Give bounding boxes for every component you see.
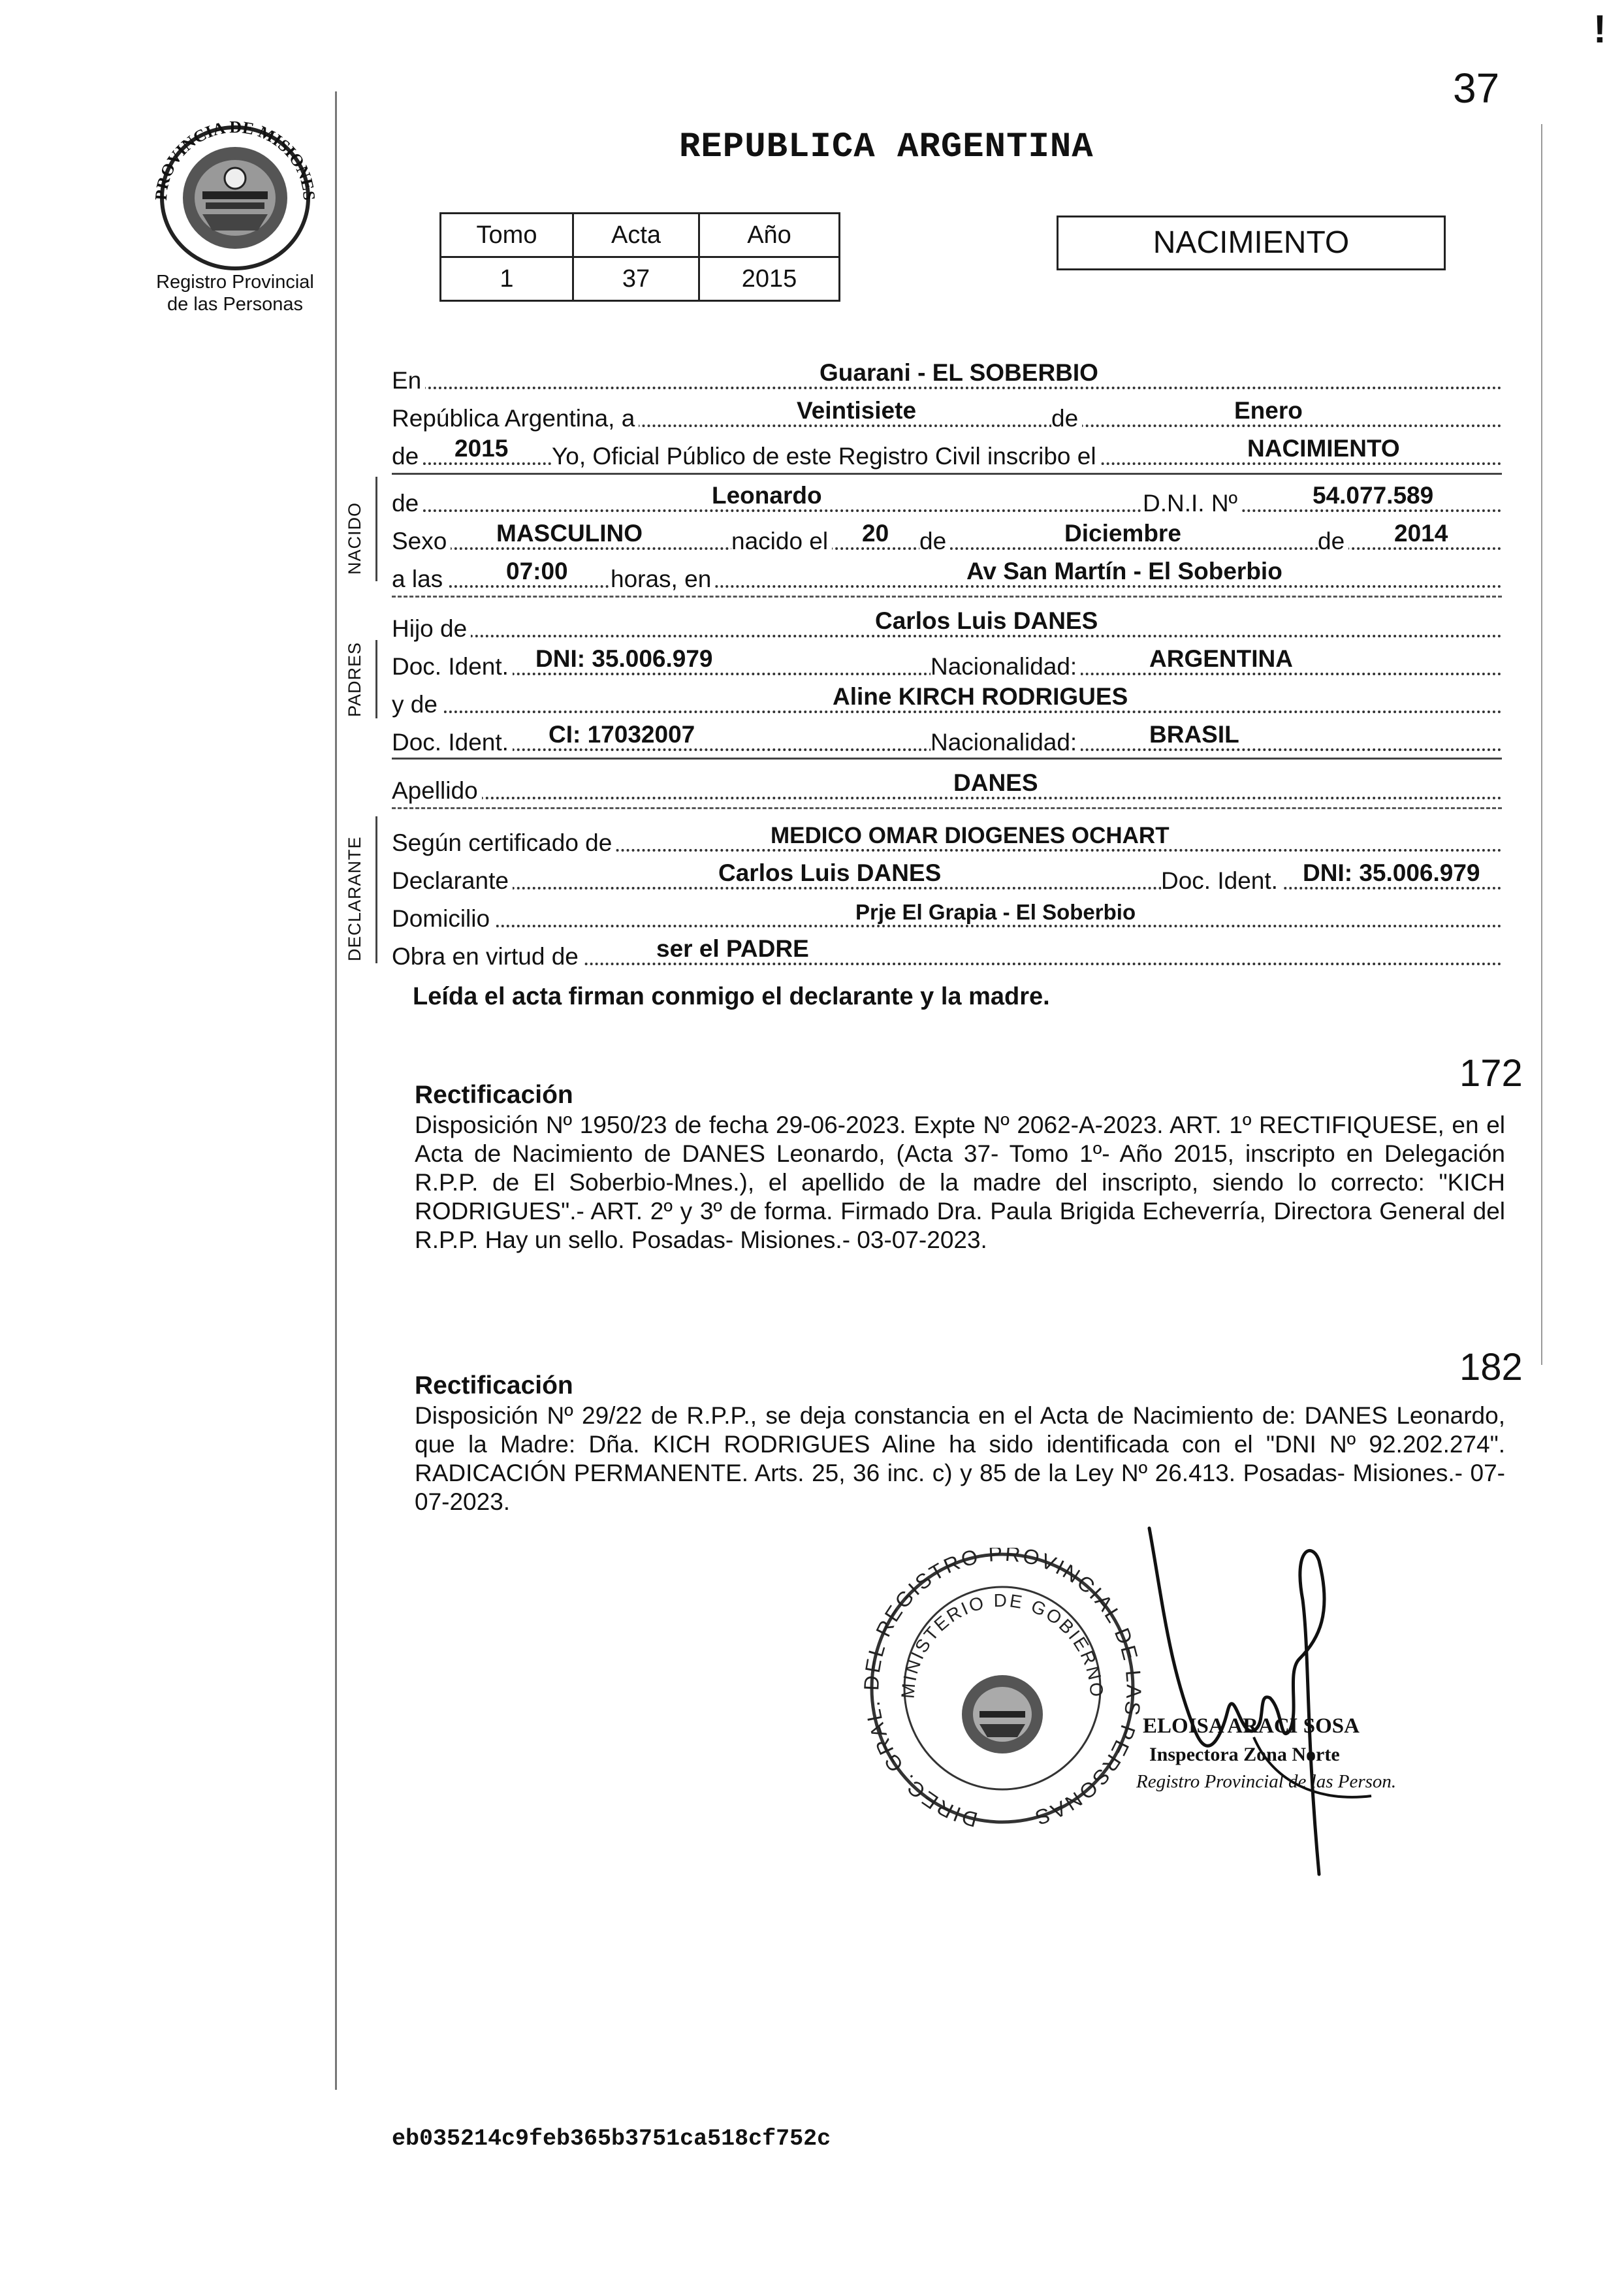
- document-title: REPUBLICA ARGENTINA: [679, 127, 1094, 167]
- value-lugar-registro: Guarani - EL SOBERBIO: [820, 359, 1098, 386]
- label-segun-certificado: Según certificado de: [392, 829, 616, 857]
- value-apellido: DANES: [953, 769, 1038, 796]
- label-horas-en: horas, en: [611, 566, 715, 593]
- rectificacion-1-text: Disposición Nº 1950/23 de fecha 29-06-2023. Expte Nº 2062-A-2023. ART. 1º RECTIFIQUESE, en el Acta de Nacimiento de DANES Leonardo, (Acta 37- Tomo 1º- Año 2015, inscripto en Delegación R.P.P. de El Soberbio-Mnes.), el apellido de la madre del inscripto, siendo lo correcto: "KICH RODRIGUES".- ART. 2º y 3º de forma. Firmado Dra. Paula Brigida Echeverría, Directora General del R.P.P. Hay un sello. Posadas- Misiones.- 03-07-2023.: [415, 1112, 1505, 1253]
- section-bar-nacido: [375, 477, 377, 581]
- label-de: de: [1051, 405, 1082, 432]
- annotation-number-182: 182: [1459, 1346, 1523, 1388]
- margin-mark: !: [1593, 7, 1606, 51]
- label-domicilio: Domicilio: [392, 905, 494, 933]
- value-hora: 07:00: [506, 558, 568, 584]
- label-nacido-el: nacido el: [731, 528, 832, 555]
- rectificacion-1: [415, 1081, 1505, 1255]
- logo-ring-text: PROVINCIA DE MISIONES: [151, 117, 319, 201]
- label-doc-ident: Doc. Ident.: [392, 653, 513, 680]
- value-madre: Aline KIRCH RODRIGUES: [833, 683, 1128, 710]
- value-padre-nacionalidad: ARGENTINA: [1149, 645, 1293, 672]
- section-bar-declarante: [375, 816, 377, 963]
- value-declarante: Carlos Luis DANES: [718, 859, 942, 886]
- value-sexo: MASCULINO: [496, 520, 643, 547]
- separator-3: [392, 758, 1502, 760]
- label-de-3: de: [392, 490, 422, 517]
- value-nac-mes: Diciembre: [1064, 520, 1181, 547]
- value-padre-doc: DNI: 35.006.979: [535, 645, 713, 672]
- label-obra-en-virtud: Obra en virtud de: [392, 943, 582, 970]
- label-de-2: de: [392, 443, 422, 470]
- section-bar-padres: [375, 640, 377, 718]
- logo-caption-line-2: de las Personas: [167, 294, 303, 315]
- rectificacion-2-title: Rectificación: [415, 1371, 573, 1400]
- label-y-de: y de: [392, 691, 441, 718]
- provincial-logo: [140, 116, 330, 273]
- side-label-declarante: DECLARANTE: [345, 836, 364, 961]
- record-value-acta: 37: [573, 257, 699, 301]
- rectificacion-1-title: Rectificación: [415, 1081, 573, 1109]
- value-madre-nacionalidad: BRASIL: [1149, 721, 1239, 748]
- value-dni: 54.077.589: [1313, 482, 1434, 509]
- line-hora: [392, 551, 1502, 596]
- value-padre: Carlos Luis DANES: [875, 607, 1098, 634]
- record-header-tomo: Tomo: [441, 214, 573, 257]
- record-table: [439, 212, 840, 302]
- value-nombre: Leonardo: [712, 482, 822, 509]
- official-seal: [862, 1548, 1143, 1835]
- value-declarante-doc: DNI: 35.006.979: [1303, 859, 1480, 886]
- label-dni: D.N.I. Nº: [1143, 490, 1241, 517]
- signatory-name: ELOISA ARACI SOSA: [1143, 1714, 1360, 1738]
- document-hash: eb035214c9feb365b3751ca518cf752c: [392, 2126, 831, 2152]
- logo-caption-line-1: Registro Provincial: [156, 272, 314, 293]
- signatory-role: Inspectora Zona Norte: [1149, 1744, 1340, 1765]
- record-value-tomo: 1: [441, 257, 573, 301]
- record-value-anio: 2015: [699, 257, 840, 301]
- value-tipo: NACIMIENTO: [1247, 435, 1400, 462]
- label-hijo-de: Hijo de: [392, 615, 471, 643]
- label-apellido: Apellido: [392, 777, 482, 805]
- label-republica: República Argentina, a: [392, 405, 639, 432]
- signatory-institution: Registro Provincial de las Person.: [1136, 1771, 1397, 1792]
- value-obra: ser el PADRE: [656, 935, 809, 962]
- seal-inner-text: MINISTERIO DE GOBIERNO: [897, 1590, 1107, 1700]
- annotation-number-172: 172: [1459, 1052, 1523, 1095]
- value-mes: Enero: [1234, 397, 1303, 424]
- label-nac-de: de: [919, 528, 950, 555]
- label-en: En: [392, 367, 425, 394]
- label-nacionalidad-2: Nacionalidad:: [931, 729, 1081, 756]
- line-anio: [392, 428, 1502, 473]
- value-domicilio: Prje El Grapia - El Soberbio: [855, 900, 1136, 924]
- logo-caption: [114, 271, 356, 315]
- seal-outer-text: DIREC. GRAL. EL REGISTRO PROVINCIAL DE S PERSONAS: [862, 1548, 1143, 1832]
- label-nac-de-2: de: [1318, 528, 1348, 555]
- record-header-anio: Año: [699, 214, 840, 257]
- value-dia: Veintisiete: [797, 397, 917, 424]
- label-a-las: a las: [392, 566, 447, 593]
- label-doc-ident-2: Doc. Ident.: [392, 729, 513, 756]
- label-declarante: Declarante: [392, 867, 513, 895]
- separator-2: [392, 596, 1502, 598]
- side-label-padres: PADRES: [345, 641, 364, 717]
- side-label-nacido: NACIDO: [345, 502, 364, 575]
- separator-4: [392, 807, 1502, 809]
- line-obra: [392, 929, 1502, 973]
- label-doc-ident-3: Doc. Ident.: [1161, 867, 1282, 895]
- rectificacion-2: [415, 1371, 1505, 1516]
- line-madre-doc: [392, 714, 1502, 759]
- record-header-acta: Acta: [573, 214, 699, 257]
- right-margin-rule: [1541, 124, 1542, 1365]
- left-margin-rule: [335, 91, 337, 2090]
- page-number: 37: [1453, 65, 1500, 112]
- value-madre-doc: CI: 17032007: [549, 721, 695, 748]
- line-apellido: [392, 763, 1502, 807]
- separator-1: [392, 473, 1502, 475]
- label-nacionalidad: Nacionalidad:: [931, 653, 1081, 680]
- handwritten-signature: [1123, 1522, 1430, 1881]
- value-certificado: MEDICO OMAR DIOGENES OCHART: [771, 823, 1170, 848]
- label-yo-oficial: Yo, Oficial Público de este Registro Civil inscribo el: [552, 443, 1100, 470]
- value-lugar-nacimiento: Av San Martín - El Soberbio: [966, 558, 1282, 584]
- value-nac-anio: 2014: [1394, 520, 1448, 547]
- value-nac-dia: 20: [862, 520, 889, 547]
- closing-statement: Leída el acta firman conmigo el declarante y la madre.: [413, 983, 1050, 1010]
- record-type-box: NACIMIENTO: [1057, 216, 1446, 270]
- rectificacion-2-text: Disposición Nº 29/22 de R.P.P., se deja constancia en el Acta de Nacimiento de: DANES Leonardo, que la Madre: Dña. KICH RODRIGUES Aline ha sido identificada con el "DNI Nº 92.202.274". RADICACIÓN PERMANENTE. Arts. 25, 36 inc. c) y 85 de la Ley Nº 26.413. Posadas- Misiones.- 07-07-2023.: [415, 1402, 1505, 1515]
- value-anio: 2015: [454, 435, 509, 462]
- label-sexo: Sexo: [392, 528, 451, 555]
